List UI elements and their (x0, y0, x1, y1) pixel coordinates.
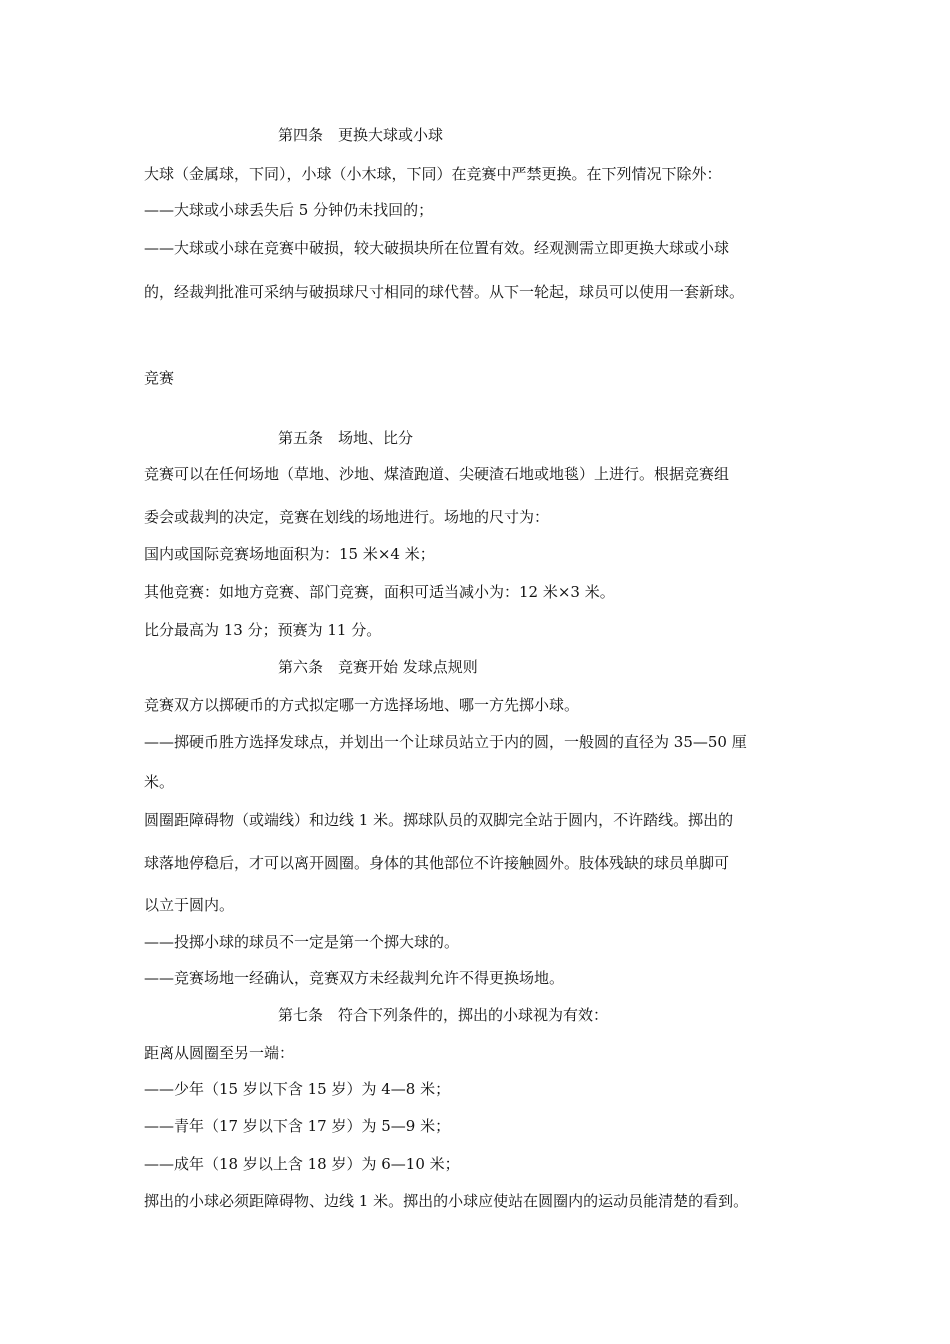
article-5-heading: 第五条 场地、比分 (278, 429, 414, 447)
article-7-line: ——青年（17 岁以下含 17 岁）为 5—9 米； (144, 1117, 451, 1135)
article-5-line: 比分最高为 13 分；预赛为 11 分。 (144, 621, 382, 639)
article-4-line: ——大球或小球在竞赛中破损，较大破损块所在位置有效。经观测需立即更换大球或小球 (144, 239, 730, 257)
article-4-line: 的，经裁判批准可采纳与破损球尺寸相同的球代替。从下一轮起，球员可以使用一套新球。 (144, 283, 745, 301)
article-6-line: 以立于圆内。 (144, 896, 235, 914)
article-5-line: 国内或国际竞赛场地面积为：15 米×4 米； (144, 545, 435, 563)
article-7-line: ——少年（15 岁以下含 15 岁）为 4—8 米； (144, 1080, 451, 1098)
article-6-line: ——竞赛场地一经确认，竞赛双方未经裁判允许不得更换场地。 (144, 969, 565, 987)
article-4-line: 大球（金属球，下同），小球（小木球，下同）在竞赛中严禁更换。在下列情况下除外： (144, 165, 722, 183)
section-title: 竞赛 (144, 369, 175, 387)
article-5-line: 竞赛可以在任何场地（草地、沙地、煤渣跑道、尖硬渣石地或地毯）上进行。根据竞赛组 (144, 465, 730, 483)
article-6-heading: 第六条 竞赛开始 发球点规则 (278, 658, 478, 676)
article-6-line: ——投掷小球的球员不一定是第一个掷大球的。 (144, 933, 460, 951)
article-4-line: ——大球或小球丢失后 5 分钟仍未找回的； (144, 201, 434, 219)
article-6-line: 球落地停稳后，才可以离开圆圈。身体的其他部位不许接触圆外。肢体残缺的球员单脚可 (144, 854, 730, 872)
article-5-line: 其他竞赛：如地方竞赛、部门竞赛，面积可适当减小为：12 米×3 米。 (144, 583, 615, 601)
article-6-line: 竞赛双方以掷硬币的方式拟定哪一方选择场地、哪一方先掷小球。 (144, 696, 580, 714)
article-7-line: ——成年（18 岁以上含 18 岁）为 6—10 米； (144, 1155, 460, 1173)
article-6-line: ——掷硬币胜方选择发球点，并划出一个让球员站立于内的圆，一般圆的直径为 35—50 厘 (144, 733, 747, 751)
article-4-heading: 第四条 更换大球或小球 (278, 126, 444, 144)
article-7-heading: 第七条 符合下列条件的，掷出的小球视为有效： (278, 1006, 609, 1024)
article-7-line: 掷出的小球必须距障碍物、边线 1 米。掷出的小球应使站在圆圈内的运动员能清楚的看到。 (144, 1192, 749, 1210)
article-5-line: 委会或裁判的决定，竞赛在划线的场地进行。场地的尺寸为： (144, 508, 550, 526)
article-6-line: 圆圈距障碍物（或端线）和边线 1 米。掷球队员的双脚完全站于圆内，不许踏线。掷出的 (144, 811, 734, 829)
article-6-line: 米。 (144, 773, 175, 791)
article-7-line: 距离从圆圈至另一端： (144, 1044, 295, 1062)
